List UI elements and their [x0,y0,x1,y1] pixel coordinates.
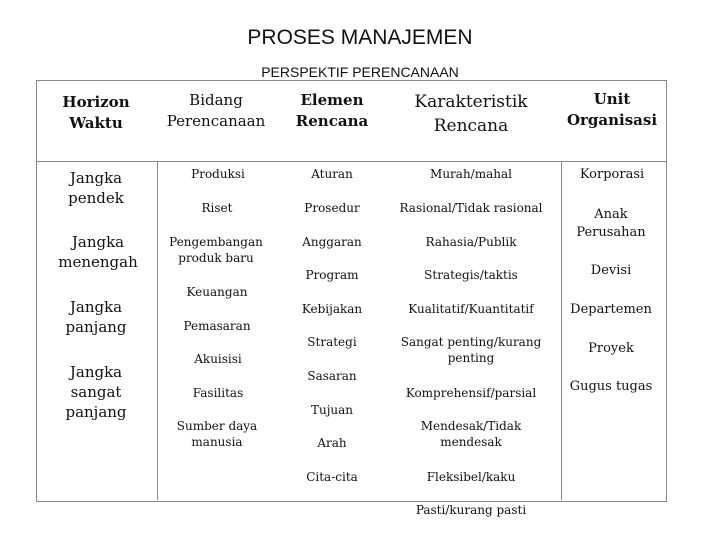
bidang-item: Pemasaran [183,319,251,333]
header-horizon-waktu: Horizon Waktu [62,93,130,132]
unit-item: Proyek [588,341,634,356]
page-title: PROSES MANAJEMEN [247,26,473,49]
header-bidang-perencanaan: Bidang Perencanaan [166,91,266,130]
header-divider [36,161,666,162]
unit-item: Anak Perusahan [576,207,646,240]
karakteristik-item: Komprehensif/parsial [405,386,537,400]
elemen-item: Cita-cita [306,470,358,484]
karakteristik-item: Murah/mahal [430,167,512,181]
unit-item: Korporasi [579,167,645,182]
unit-item: Gugus tugas [569,379,653,394]
column-divider [561,162,562,500]
page-subtitle: PERSPEKTIF PERENCANAAN [261,64,459,80]
karakteristik-item: Mendesak/Tidak mendesak [420,419,522,449]
karakteristik-item: Rahasia/Publik [425,235,517,249]
header-karakteristik-rencana: Karakteristik Rencana [414,92,528,136]
unit-item: Devisi [590,263,632,278]
karakteristik-item: Rasional/Tidak rasional [399,201,543,215]
bidang-item: Fasilitas [192,386,244,400]
elemen-item: Sasaran [307,369,357,383]
column-divider [157,162,158,500]
elemen-item: Anggaran [302,235,362,249]
header-unit-organisasi: Unit Organisasi [566,90,658,129]
bidang-item: Akuisisi [194,352,242,366]
horizon-item: Jangka pendek [68,169,124,207]
horizon-item: Jangka sangat panjang [65,363,127,421]
karakteristik-item: Kualitatif/Kuantitatif [408,302,534,316]
bidang-item: Keuangan [186,285,248,299]
elemen-item: Arah [317,436,347,450]
elemen-item: Kebijakan [301,302,363,316]
elemen-item: Tujuan [310,403,354,417]
elemen-item: Strategi [307,335,357,349]
header-elemen-rencana: Elemen Rencana [295,91,369,130]
elemen-item: Aturan [311,167,353,181]
karakteristik-item: Strategis/taktis [424,268,518,282]
karakteristik-item: Fleksibel/kaku [426,470,516,484]
karakteristik-item: Sangat penting/kurang penting [400,335,542,365]
bidang-item: Produksi [191,167,245,181]
unit-item: Departemen [570,302,652,317]
table-frame [36,80,667,502]
horizon-item: Jangka menengah [58,233,138,271]
bidang-item: Sumber daya manusia [176,419,258,449]
elemen-item: Program [305,268,359,282]
elemen-item: Prosedur [304,201,360,215]
horizon-item: Jangka panjang [65,298,127,336]
karakteristik-item: Pasti/kurang pasti [415,503,527,517]
bidang-item: Pengembangan produk baru [169,235,263,265]
bidang-item: Riset [201,201,233,215]
